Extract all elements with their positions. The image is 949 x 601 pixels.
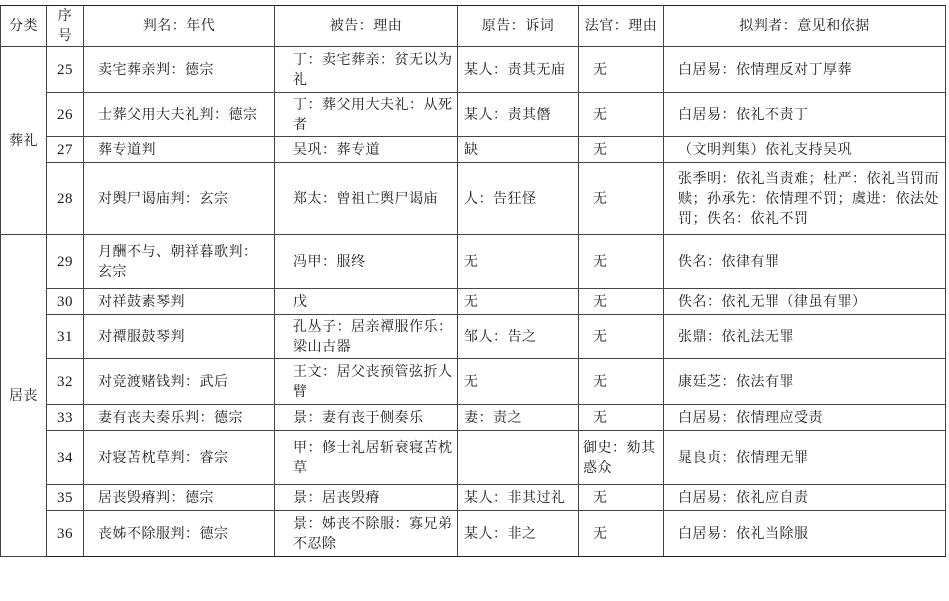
opinion-cell: 张季明：依礼当责难；杜严：依礼当罚而赎；孙承先：依情理不罚；虞进：依法处罚；佚名：依礼不罚	[664, 163, 946, 235]
case-name: 对寝苫枕草判：睿宗	[84, 431, 275, 485]
case-name: 卖宅葬亲判：德宗	[84, 47, 275, 93]
judge-cell: 无	[579, 137, 664, 163]
header-plaintiff: 原告：诉词	[458, 6, 579, 47]
case-name: 对禫服鼓琴判	[84, 315, 275, 359]
opinion-cell: 康廷芝：依法有罪	[664, 359, 946, 405]
row-number: 30	[47, 289, 84, 315]
case-name: 月酬不与、朝祥暮歌判：玄宗	[84, 235, 275, 289]
plaintiff-cell: 无	[458, 289, 579, 315]
case-name: 对祥鼓素琴判	[84, 289, 275, 315]
row-number: 26	[47, 93, 84, 137]
plaintiff-cell: 某人：非其过礼	[458, 485, 579, 511]
defendant-cell: 孔丛子：居亲禫服作乐：梁山古器	[275, 315, 458, 359]
header-defendant: 被告：理由	[275, 6, 458, 47]
opinion-cell: 白居易：依情理应受责	[664, 405, 946, 431]
case-name: 居丧毁瘠判：德宗	[84, 485, 275, 511]
defendant-cell: 王文：居父丧预管弦折人臂	[275, 359, 458, 405]
row-number: 36	[47, 511, 84, 557]
opinion-cell: 白居易：依礼不责丁	[664, 93, 946, 137]
opinion-cell: 白居易：依情理反对丁厚葬	[664, 47, 946, 93]
defendant-cell: 郑太：曾祖亡舆尸谒庙	[275, 163, 458, 235]
defendant-cell: 景：居丧毁瘠	[275, 485, 458, 511]
table-row	[1, 289, 946, 315]
defendant-cell: 景：姊丧不除服：寡兄弟不忍除	[275, 511, 458, 557]
defendant-cell: 甲：修士礼居斩衰寝苫枕草	[275, 431, 458, 485]
judge-cell: 无	[579, 359, 664, 405]
table-row	[1, 137, 946, 163]
opinion-cell: 佚名：依礼无罪（律虽有罪）	[664, 289, 946, 315]
table-row	[1, 431, 946, 485]
header-category: 分类	[1, 6, 47, 47]
judge-cell: 无	[579, 289, 664, 315]
header-number: 序号	[47, 6, 84, 47]
defendant-cell: 冯甲：服终	[275, 235, 458, 289]
plaintiff-cell: 妻：责之	[458, 405, 579, 431]
plaintiff-cell: 无	[458, 359, 579, 405]
plaintiff-cell: 邹人：告之	[458, 315, 579, 359]
row-number: 34	[47, 431, 84, 485]
judge-cell: 无	[579, 511, 664, 557]
category-cell: 葬礼	[1, 47, 47, 235]
case-table	[0, 5, 946, 557]
case-name: 妻有丧夫奏乐判：德宗	[84, 405, 275, 431]
case-name: 丧姊不除服判：德宗	[84, 511, 275, 557]
plaintiff-cell	[458, 431, 579, 485]
table-row	[1, 511, 946, 557]
opinion-cell: 白居易：依礼应自责	[664, 485, 946, 511]
judge-cell: 无	[579, 485, 664, 511]
defendant-cell: 景：妻有丧于侧奏乐	[275, 405, 458, 431]
defendant-cell: 吴巩：葬专道	[275, 137, 458, 163]
row-number: 27	[47, 137, 84, 163]
table-row	[1, 315, 946, 359]
plaintiff-cell: 某人：非之	[458, 511, 579, 557]
category-cell: 居丧	[1, 235, 47, 557]
case-name: 对舆尸谒庙判：玄宗	[84, 163, 275, 235]
row-number: 33	[47, 405, 84, 431]
opinion-cell: （文明判集）依礼支持吴巩	[664, 137, 946, 163]
table-row	[1, 359, 946, 405]
plaintiff-cell: 缺	[458, 137, 579, 163]
row-number: 28	[47, 163, 84, 235]
judge-cell: 无	[579, 163, 664, 235]
judge-cell: 无	[579, 93, 664, 137]
judge-cell: 无	[579, 47, 664, 93]
header-judge: 法官：理由	[579, 6, 664, 47]
row-number: 32	[47, 359, 84, 405]
plaintiff-cell: 某人：责其僭	[458, 93, 579, 137]
table-row	[1, 163, 946, 235]
opinion-cell: 白居易：依礼当除服	[664, 511, 946, 557]
row-number: 35	[47, 485, 84, 511]
case-name: 葬专道判	[84, 137, 275, 163]
row-number: 29	[47, 235, 84, 289]
table-row	[1, 485, 946, 511]
judge-cell: 无	[579, 405, 664, 431]
judge-cell: 御史：劾其惑众	[579, 431, 664, 485]
case-name: 士葬父用大夫礼判：德宗	[84, 93, 275, 137]
judge-cell: 无	[579, 315, 664, 359]
header-row	[1, 6, 946, 47]
row-number: 25	[47, 47, 84, 93]
plaintiff-cell: 无	[458, 235, 579, 289]
plaintiff-cell: 某人：责其无庙	[458, 47, 579, 93]
header-name: 判名：年代	[84, 6, 275, 47]
defendant-cell: 丁：卖宅葬亲：贫无以为礼	[275, 47, 458, 93]
row-number: 31	[47, 315, 84, 359]
table-row	[1, 93, 946, 137]
opinion-cell: 张鼎：依礼法无罪	[664, 315, 946, 359]
table-row	[1, 235, 946, 289]
table-row	[1, 47, 946, 93]
case-name: 对竞渡赌钱判：武后	[84, 359, 275, 405]
defendant-cell: 戊	[275, 289, 458, 315]
table-row	[1, 405, 946, 431]
plaintiff-cell: 人：告狂怪	[458, 163, 579, 235]
opinion-cell: 晁良贞：依情理无罪	[664, 431, 946, 485]
header-opinion: 拟判者：意见和依据	[664, 6, 946, 47]
judge-cell: 无	[579, 235, 664, 289]
defendant-cell: 丁：葬父用大夫礼：从死者	[275, 93, 458, 137]
opinion-cell: 佚名：依律有罪	[664, 235, 946, 289]
